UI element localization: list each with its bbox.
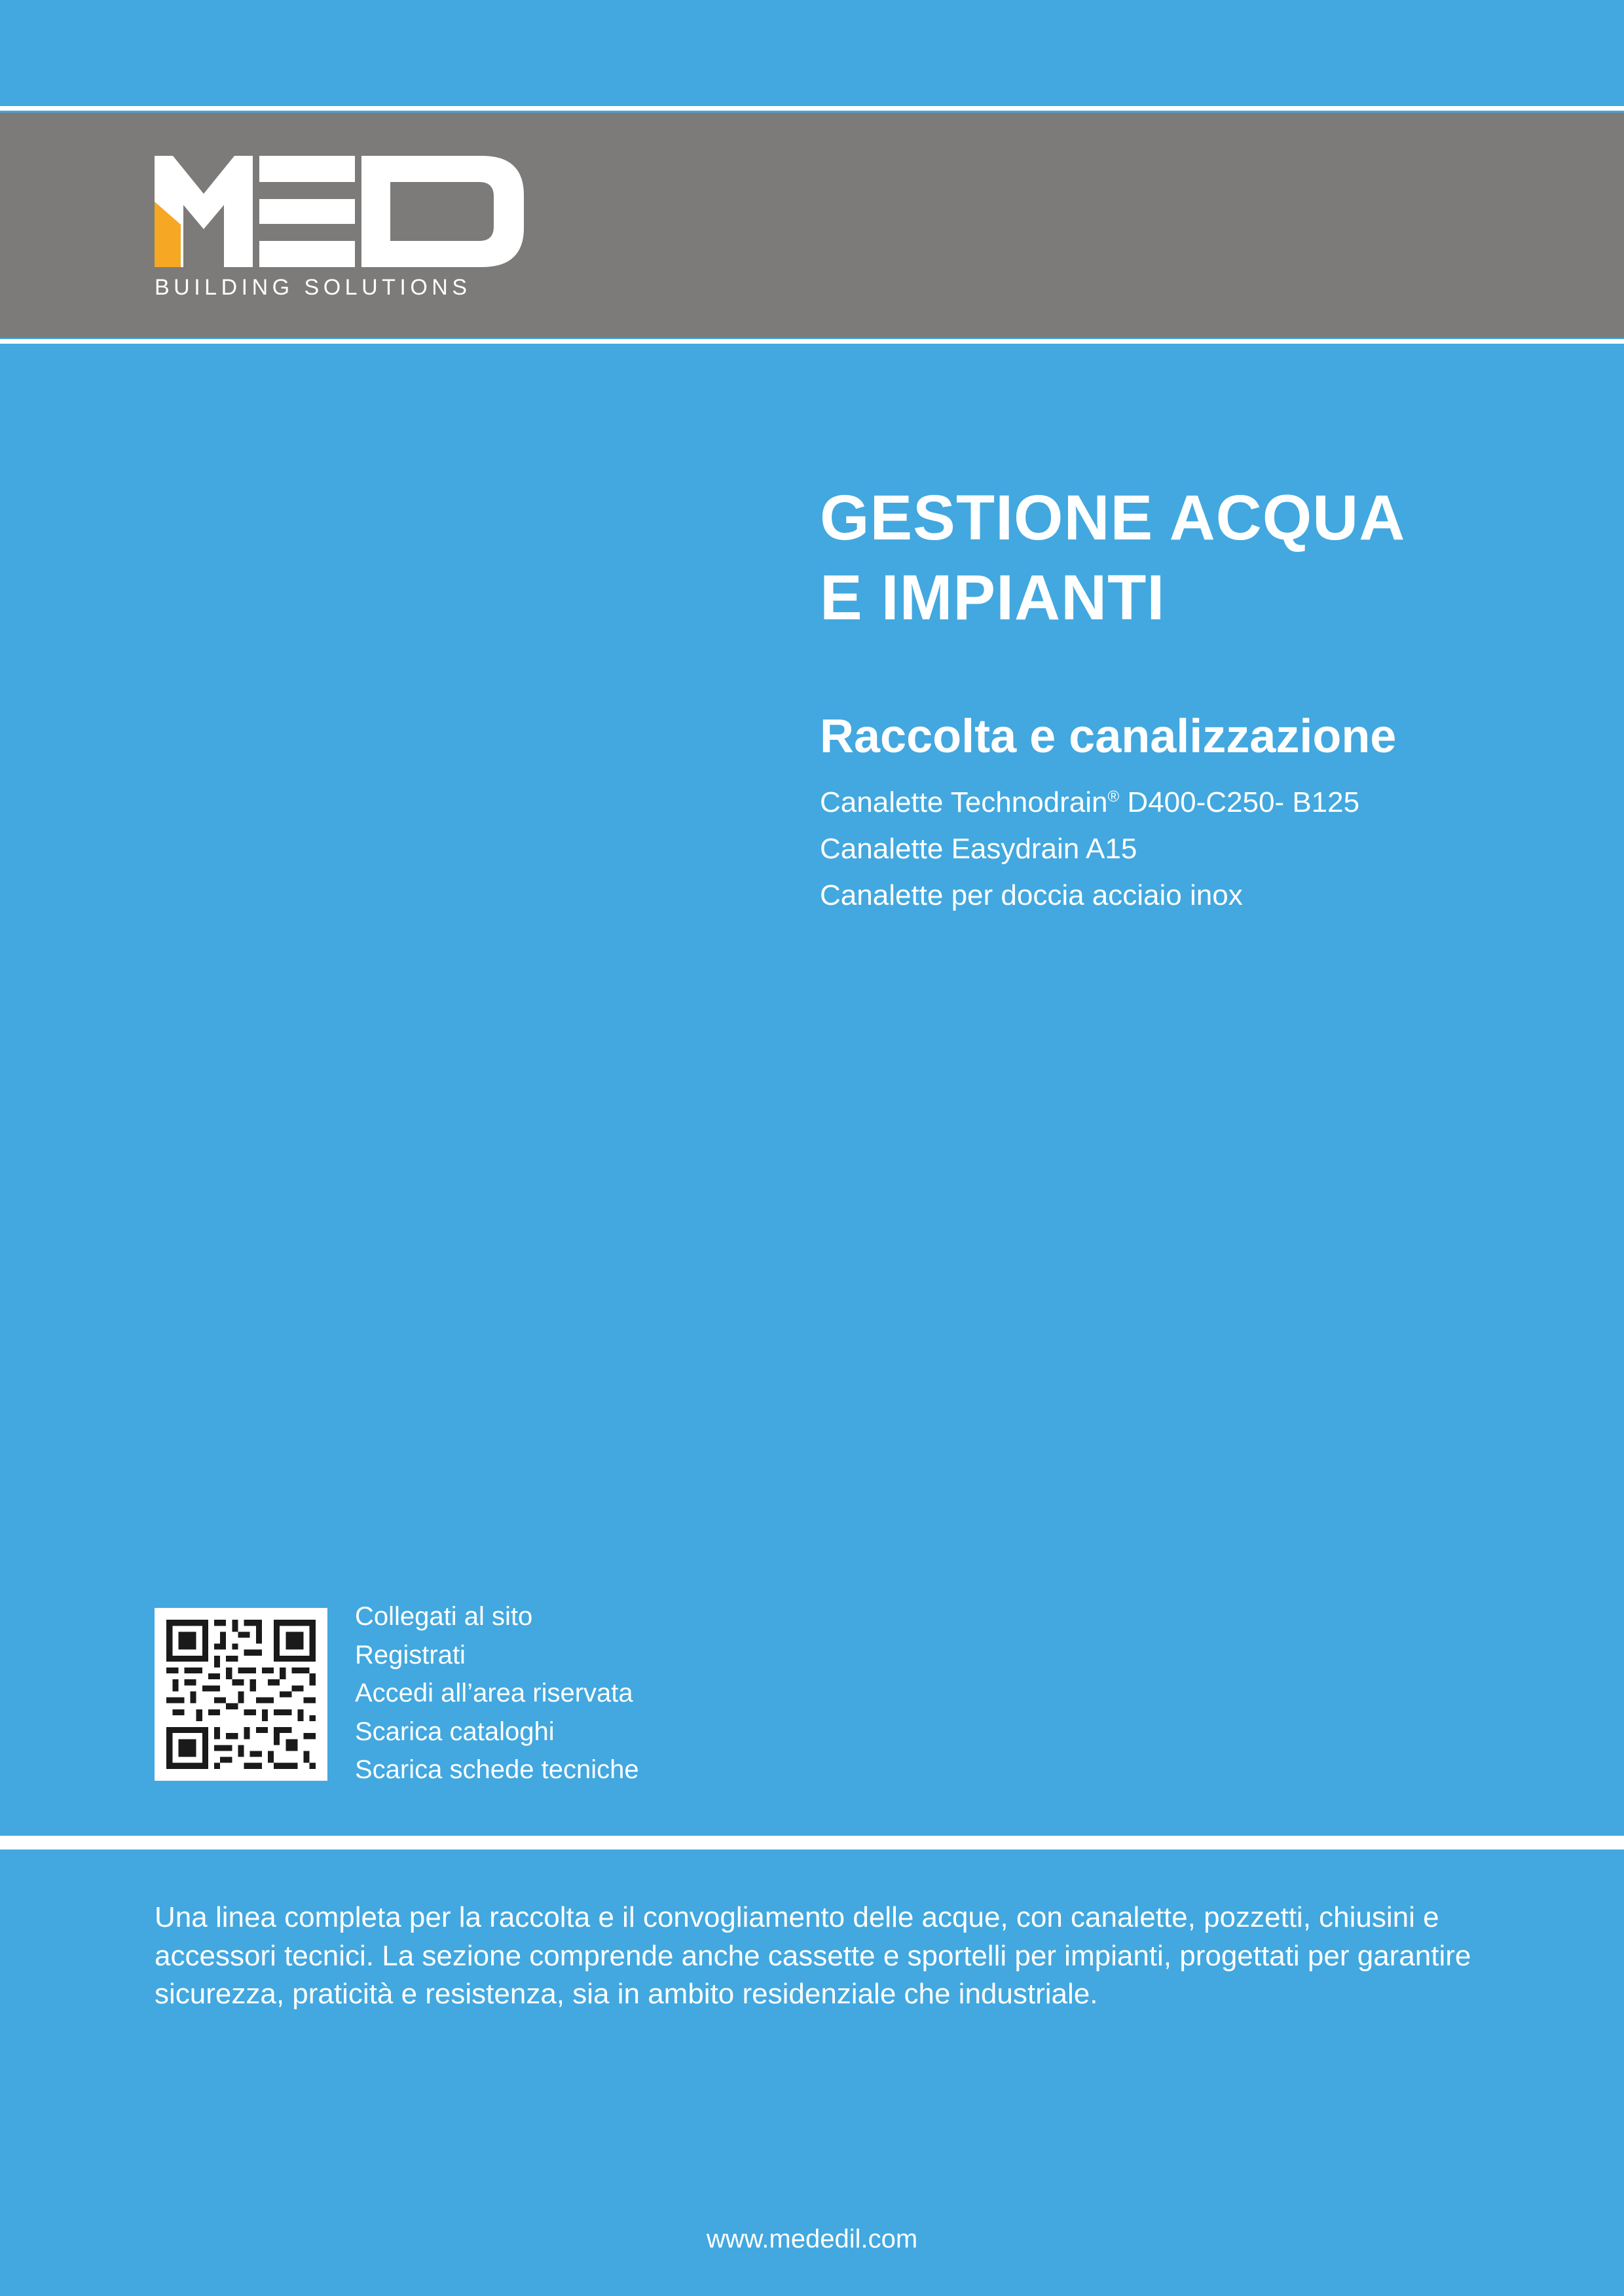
page-title (820, 478, 1405, 638)
logo-tagline: BUILDING SOLUTIONS (155, 275, 471, 297)
product-item: Canalette per doccia acciaio inox (820, 879, 1243, 911)
product-list (820, 779, 1359, 919)
website-link[interactable]: www.mededil.com (706, 2225, 918, 2253)
qr-step: Collegati al sito (355, 1602, 533, 1631)
title-line-1: GESTIONE ACQUA (820, 482, 1406, 553)
med-logo (155, 156, 524, 297)
qr-step: Accedi all’area riservata (355, 1679, 633, 1707)
product-item: Canalette Technodrain® D400-C250- B125 (820, 786, 1360, 818)
registered-mark: ® (1107, 788, 1120, 806)
qr-step: Scarica schede tecniche (355, 1755, 639, 1784)
section-subtitle: Raccolta e canalizzazione (820, 710, 1397, 763)
footer-divider-line (0, 1836, 1624, 1850)
header-bottom-line (0, 339, 1624, 344)
top-divider-line (0, 106, 1624, 111)
section-description: Una linea completa per la raccolta e il convogliamento delle acque, con canalette, pozzetti, chiusini e accessori tecnici. La sezione comprende anche cassette e sportelli per impianti, progettati per garantire sicurezza, praticità e resistenza, sia in ambito residenziale che industriale. (155, 1901, 1471, 2010)
product-item: Canalette Easydrain A15 (820, 833, 1137, 865)
qr-step: Registrati (355, 1640, 466, 1669)
qr-code-icon (155, 1608, 327, 1781)
qr-instructions (355, 1597, 639, 1789)
qr-step: Scarica cataloghi (355, 1717, 555, 1746)
title-line-2: E IMPIANTI (820, 562, 1166, 633)
